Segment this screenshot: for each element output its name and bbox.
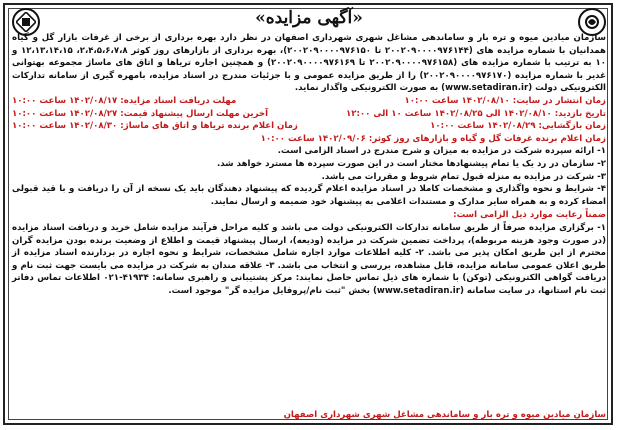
opening-date: زمان بازگشایی: ۱۴۰۲/۰۸/۲۹ ساعت ۱۰:۰۰ <box>430 121 606 132</box>
notes-paragraph: ۱- برگزاری مزایده صرفاً از طریق سامانه تدارکات الکترونیکی دولت می باشد و کلیه مراحل فرآیند مزایده شامل خرید و دریافت اسناد مزایده (در صورت وجود هزینه مربوطه)، پرداخت تضمین شرکت در مزایده (ودیعه)، ارسال پیشنهاد قیمت و اطلاع از وضعیت برنده بودن مزایده گران محترم از این طریق امکان پذیر می باشد. ۲- کلیه اطلاعات موارد اجاره شامل مشخصات، شرایط و نحوه اجاره در بردارنده اسناد مزایده از طریق اعلان عمومی سامانه مزایده، قابل مشاهده، بررسی و انتخاب می باشد. ۳- علاقه مندان به شرکت در مزایده می بایست جهت ثبت نام و دریافت گواهی الکترونیکی (توکن) با شماره های ذیل تماس حاصل نمایند: مرکز پشتیبانی و راهبری سامانه: ۴۱۹۳۴-۰۲۱ اطلاعات تماس دفاتر ثبت نام استانها، در سایت سامانه (www.setadiran.ir) بخش "ثبت نام/پروفایل مزایده گر" موجود است. <box>12 222 606 296</box>
dates-row-2 <box>12 108 606 121</box>
condition-3: ۳- شرکت در مزایده به منزله قبول تمام شروط و مقررات می باشد. <box>321 171 606 182</box>
visit-date: تاریخ بازدید: ۱۴۰۲/۰۸/۱۰ الی ۱۴۰۲/۰۸/۲۵ ساعت ۱۰ الی ۱۲:۰۰ <box>345 108 606 119</box>
condition-4: ۴- شرایط و نحوه واگذاری و مشخصات کاملا در اسناد مزایده اعلام گردیده که پیشنهاد دهندگان باید یک نسخه از آن را دریافت و با قید قبولی امضاء کرده و به همراه سایر مدارک و مستندات اعلامی به پیشنهاد خود ضمیمه و ارسال نمایند. <box>12 184 606 207</box>
winner-bazaar-date: زمان اعلام برنده غرفات گل و گیاه و بازارهای روز کوثر: ۱۴۰۲/۰۹/۰۶ ساعت ۱۰:۰۰ <box>260 133 606 144</box>
notice-body <box>12 32 606 297</box>
intro-paragraph: سازمان میادین میوه و تره بار و ساماندهی مشاغل شهری شهرداری اصفهان در نظر دارد بهره برداری از برخی از غرفات بازار گل و گیاه همدانیان با شماره مزایده های (۲۰۰۲۰۹۰۰۰۰۹۷۶۱۴۴ تا ۲۰۰۲۰۹۰۰۰۰۹۷۶۱۵۰)، بهره برداری از بازارهای روز کوثر ۲،۴،۵،۶،۷،۸، ۱۲،۱۳،۱۴،۱۵ و ۱۰ به ترتیب با شماره مزایده های (۲۰۰۲۰۹۰۰۰۰۹۷۶۱۵۸ تا ۲۰۰۲۰۹۰۰۰۰۹۷۶۱۶۹) و همچنین اجاره تریاها و اتاق های ماساژ مجموعه بهتوانی غدیر با شماره مزایده (۲۰۰۲۰۹۰۰۰۰۹۷۶۱۷۰) را از طریق مزایده عمومی و با جزئیات مندرج در اسناد مزایده، بامهره گیری از سامانه تدارکات الکترونیکی دولت (www.setadiran.ir) به صورت الکترونیکی واگذار نماید. <box>12 33 607 94</box>
dates-row-1 <box>12 95 606 108</box>
publish-date: زمان انتشار در سایت: ۱۴۰۲/۰۸/۱۰ ساعت ۱۰:۰۰ <box>404 95 606 106</box>
condition-1: ۱- ارائه سپرده شرکت در مزایده به میزان و شرح مندرج در اسناد الزامی است. <box>277 146 606 157</box>
winner-cafe-date: زمان اعلام برنده تریاها و اتاق های ماساژ: ۱۴۰۲/۰۸/۳۰ ساعت ۱۰:۰۰ <box>12 121 298 132</box>
footer-organization: سازمان میادین میوه و تره بار و ساماندهی مشاغل شهری شهرداری اصفهان <box>283 410 606 420</box>
condition-2: ۲- سازمان در رد یک یا تمام پیشنهادها مختار است در این صورت سپرده ها مسترد خواهد شد. <box>216 158 606 169</box>
doc-deadline: مهلت دریافت اسناد مزایده: ۱۴۰۲/۰۸/۱۷ ساعت ۱۰:۰۰ <box>12 95 237 106</box>
notice-title: «آگهی مزایده» <box>255 8 363 28</box>
notes-heading: ضمناً رعایت موارد ذیل الزامی است: <box>453 210 606 221</box>
submit-deadline: آخرین مهلت ارسال پیشنهاد قیمت: ۱۴۰۲/۰۸/۲۷ ساعت ۱۰:۰۰ <box>12 108 269 119</box>
dates-row-3 <box>12 120 606 133</box>
